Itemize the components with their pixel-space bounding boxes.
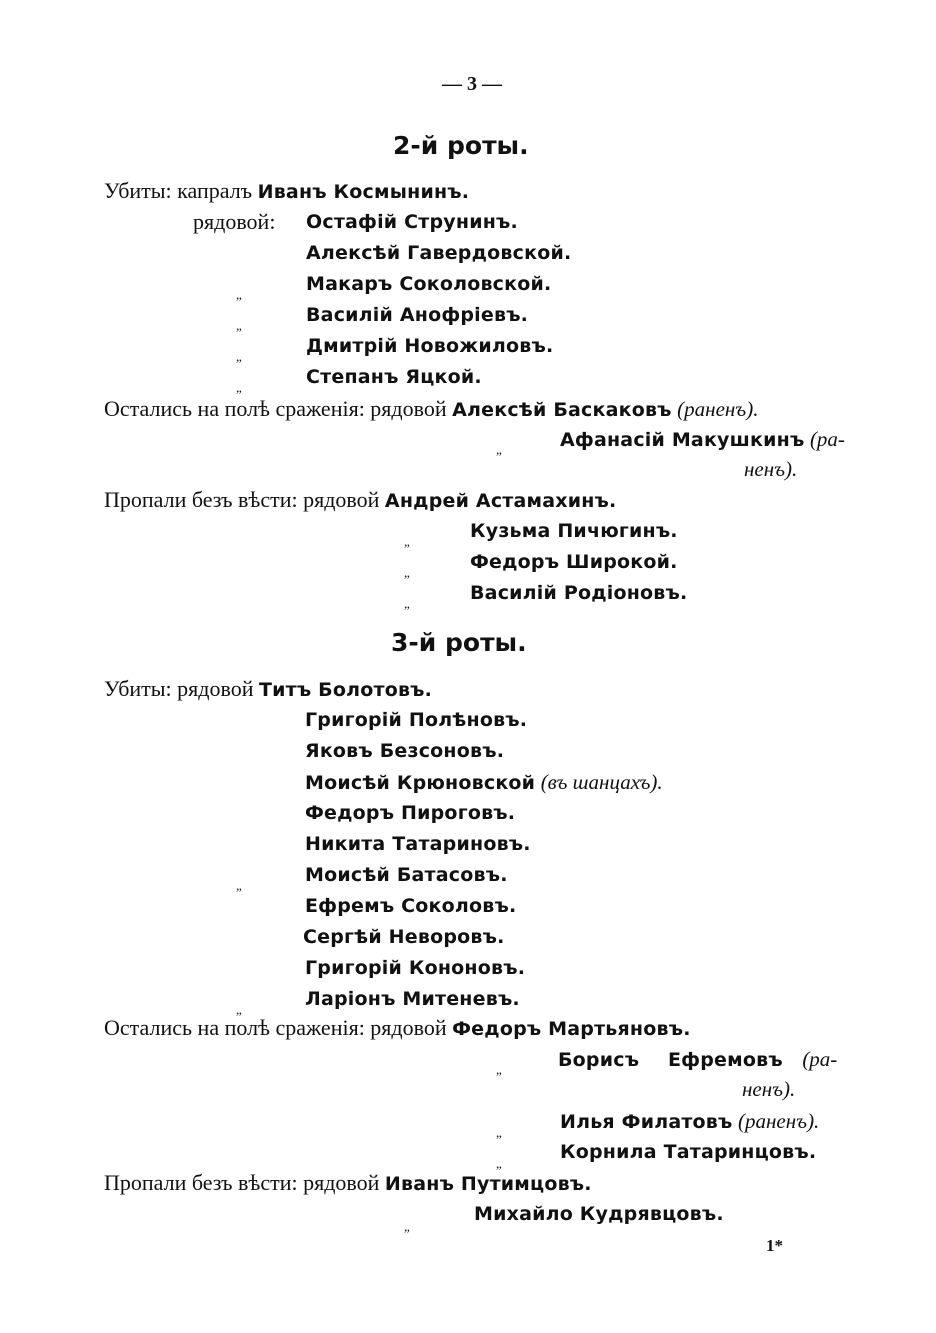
killed-row-corporal <box>104 178 469 205</box>
ditto-mark: „ <box>496 1156 502 1171</box>
field-label: Остались на полѣ сраженія: рядовой <box>104 1015 447 1040</box>
soldier-name: Михайло Кудрявцовъ. <box>474 1203 724 1225</box>
killed-label: Убиты: капралъ <box>104 178 253 203</box>
soldier-name: Моисѣй Батасовъ. <box>305 864 508 886</box>
ditto-mark: „ <box>496 1125 502 1140</box>
signature-mark: 1* <box>766 1236 783 1255</box>
ditto-mark: „ <box>236 1002 242 1017</box>
soldier-name: Степанъ Яцкой. <box>306 366 482 388</box>
page-number: — 3 — <box>442 73 502 95</box>
ditto-mark: „ <box>496 1062 502 1077</box>
ditto-mark: „ <box>496 442 502 457</box>
soldier-name: Остафій Струнинъ. <box>306 211 518 233</box>
ditto-mark: „ <box>236 287 242 302</box>
soldier-name: Борисъ Ефремовъ <box>558 1049 783 1071</box>
ditto-mark: „ <box>404 596 410 611</box>
note-text: (раненъ). <box>677 397 759 421</box>
soldier-name: Афанасій Макушкинъ <box>560 429 805 451</box>
soldier-name: Алексѣй Баскаковъ <box>452 399 672 421</box>
field-row <box>558 1046 837 1073</box>
soldier-name: Титъ Болотовъ. <box>259 679 433 701</box>
soldier-name: Моисѣй Крюновской <box>305 772 536 794</box>
note-text: (ра- <box>809 427 845 451</box>
field-row <box>104 396 758 423</box>
rank-label: рядовой: <box>193 209 276 234</box>
soldier-name: Федоръ Широкой. <box>470 551 678 573</box>
killed-row <box>305 769 663 796</box>
soldier-name: Сергѣй Неворовъ. <box>303 926 505 948</box>
ditto-mark: „ <box>236 349 242 364</box>
soldier-name: Григорій Полѣновъ. <box>305 709 528 731</box>
soldier-name: Федоръ Мартьяновъ. <box>452 1018 691 1040</box>
soldier-name: Иванъ Космынинъ. <box>257 181 470 203</box>
soldier-name: Григорій Кононовъ. <box>305 957 526 979</box>
soldier-name: Яковъ Безсоновъ. <box>305 740 505 762</box>
section-2-heading: 2-й роты. <box>393 131 529 160</box>
ditto-mark: „ <box>404 534 410 549</box>
soldier-name: Василій Родіоновъ. <box>470 582 688 604</box>
soldier-name: Ефремъ Соколовъ. <box>305 895 517 917</box>
field-label: Остались на полѣ сраженія: рядовой <box>104 396 447 421</box>
killed-label: Убиты: рядовой <box>104 676 254 701</box>
note-text: (ра- <box>802 1047 838 1071</box>
soldier-name: Макаръ Соколовской. <box>306 273 552 295</box>
missing-row <box>104 1170 592 1197</box>
soldier-name: Василій Анофріевъ. <box>306 304 529 326</box>
field-row <box>560 1108 819 1135</box>
soldier-name: Андрей Астамахинъ. <box>384 490 617 512</box>
field-row <box>560 426 845 453</box>
soldier-name: Никита Татариновъ. <box>305 833 531 855</box>
ditto-mark: „ <box>236 380 242 395</box>
ditto-mark: „ <box>404 565 410 580</box>
ditto-mark: „ <box>236 878 242 893</box>
ditto-mark: „ <box>236 318 242 333</box>
note-text: (въ шанцахъ). <box>540 770 663 794</box>
missing-label: Пропали безъ вѣсти: рядовой <box>104 487 380 512</box>
soldier-name: Алексѣй Гавердовской. <box>306 242 572 264</box>
soldier-name: Иванъ Путимцовъ. <box>384 1173 592 1195</box>
note-continuation: ненъ). <box>742 1077 796 1101</box>
soldier-name: Корнила Татаринцовъ. <box>560 1141 817 1163</box>
note-text: (раненъ). <box>738 1109 820 1133</box>
soldier-name: Ларіонъ Митеневъ. <box>305 988 520 1010</box>
soldier-name: Дмитрій Новожиловъ. <box>306 335 554 357</box>
ditto-mark: „ <box>404 1219 410 1234</box>
soldier-name: Кузьма Пичюгинъ. <box>470 520 678 542</box>
section-3-heading: 3-й роты. <box>391 628 527 657</box>
soldier-name: Илья Филатовъ <box>560 1111 733 1133</box>
missing-row <box>104 487 616 514</box>
field-row <box>104 1015 691 1042</box>
killed-row <box>104 676 432 703</box>
soldier-name: Федоръ Пироговъ. <box>305 802 516 824</box>
note-continuation: ненъ). <box>744 457 798 481</box>
missing-label: Пропали безъ вѣсти: рядовой <box>104 1170 380 1195</box>
